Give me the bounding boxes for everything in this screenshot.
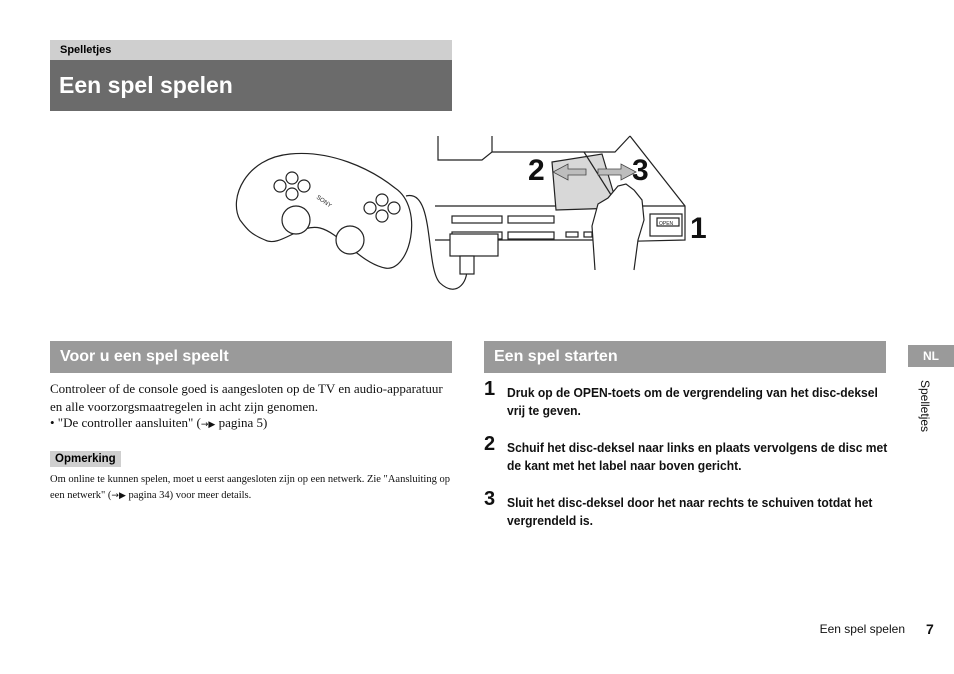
step-text: Schuif het disc-deksel naar links en plaats vervolgens de disc met de kant met het label naar boven gericht. — [507, 440, 888, 473]
note-text-1: Om online te kunnen spelen, moet u eerst aangesloten zijn op een netwerk. Zie "Aansluiting op een netwerk" ( — [50, 474, 450, 501]
page-number: 7 — [926, 621, 934, 637]
step-text: Druk op de OPEN-toets om de vergrendeling van het disc-deksel vrij te geven. — [507, 385, 878, 418]
console-drawing — [435, 136, 685, 242]
step-number: 3 — [484, 488, 496, 510]
callout-2: 2 — [528, 154, 545, 187]
note-text-2: pagina 34) voor meer details. — [125, 490, 252, 501]
step-number: 2 — [484, 433, 496, 455]
console-illustration — [220, 128, 720, 304]
intro-paragraph: Controleer of de console goed is aangesloten op de TV en audio-apparatuur en alle voorzorgsmaatregelen in acht zijn genomen. — [50, 381, 443, 414]
section-heading-start-game: Een spel starten — [484, 341, 886, 373]
step-number: 1 — [484, 378, 496, 400]
section-heading-before-playing: Voor u een spel speelt — [50, 341, 452, 373]
brand-label: SONY — [314, 194, 333, 210]
page-ref-arrow-icon: →▶ — [111, 491, 126, 501]
footer-title: Een spel spelen — [819, 622, 905, 636]
note-label: Opmerking — [50, 451, 121, 467]
callout-1: 1 — [690, 212, 707, 245]
bullet-item — [50, 415, 450, 431]
page-ref-arrow-icon: →▶ — [200, 420, 216, 430]
callout-3: 3 — [632, 154, 649, 187]
side-chapter-label: Spelletjes — [918, 380, 932, 433]
bullet-prefix: • "De controller aansluiten" ( — [50, 415, 201, 430]
controller-drawing — [236, 153, 498, 289]
language-tab: NL — [908, 345, 954, 367]
bullet-suffix: pagina 5) — [215, 415, 268, 430]
section-crumb: Spelletjes — [50, 40, 452, 60]
open-button-label: OPEN — [659, 221, 674, 227]
page-title: Een spel spelen — [50, 60, 452, 111]
step-text: Sluit het disc-deksel door het naar rechts te schuiven totdat het vergrendeld is. — [507, 495, 873, 528]
note-paragraph — [50, 472, 450, 504]
